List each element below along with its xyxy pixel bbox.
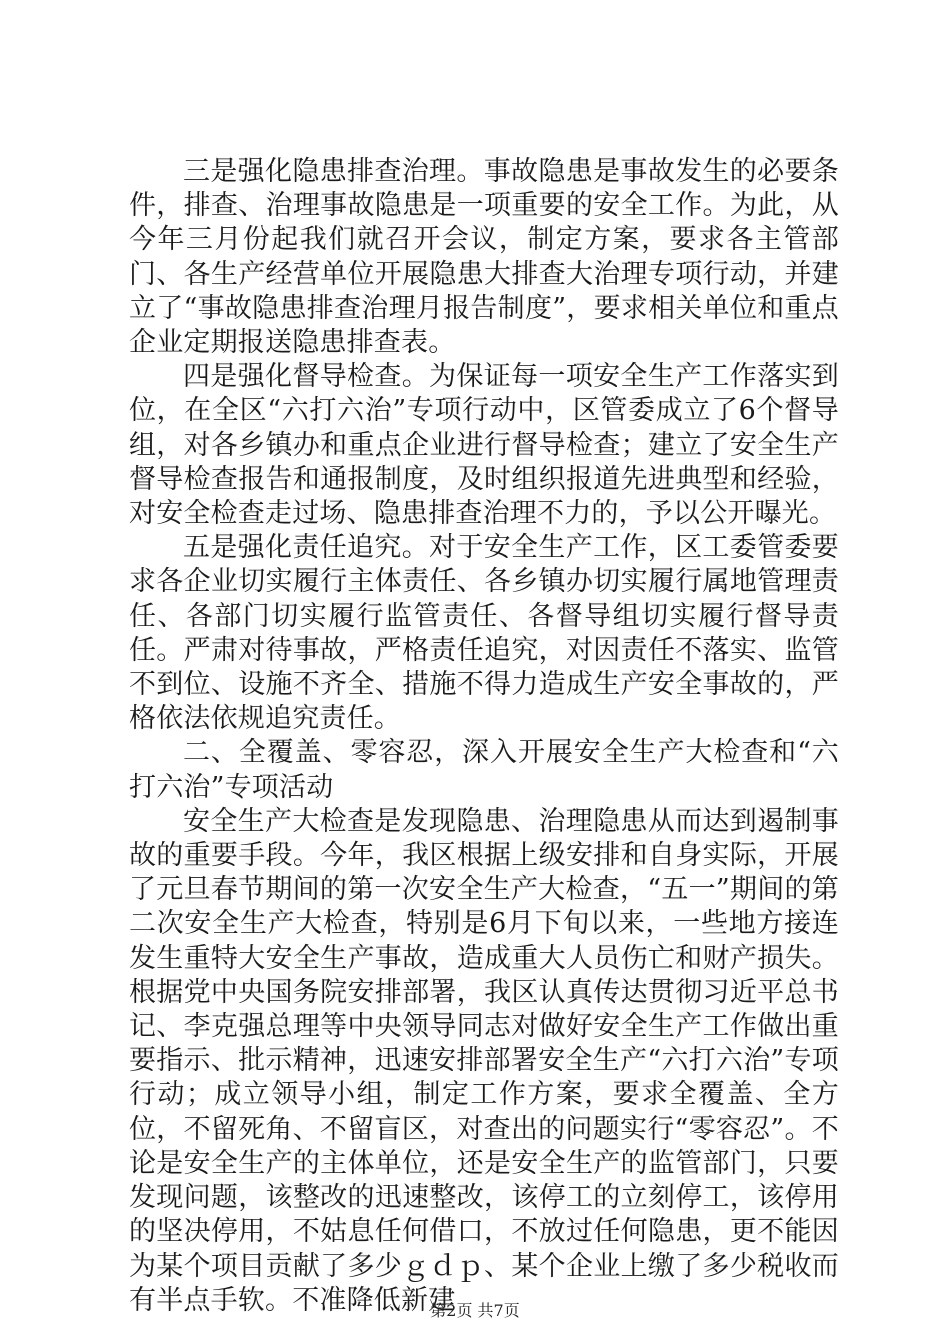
- page-footer: [0, 1301, 950, 1321]
- paragraph-accountability: 五是强化责任追究。对于安全生产工作，区工委管委要求各企业切实履行主体责任、各乡镇办切实履行属地管理责任、各部门切实履行监管责任、各督导组切实履行督导责任。严肃对待事故，严格责任追究，对因责任不落实、监管不到位、设施不齐全、措施不得力造成生产安全事故的，严格依法依规追究责任。: [129, 532, 839, 735]
- paragraph-supervision-inspection: 四是强化督导检查。为保证每一项安全生产工作落实到位，在全区“六打六治”专项行动中，区管委成立了6个督导组，对各乡镇办和重点企业进行督导检查；建立了安全生产督导检查报告和通报制度，及时组织报道先进典型和经验，对安全检查走过场、隐患排查治理不力的，予以公开曝光。: [129, 361, 839, 530]
- paragraph-hazard-investigation: 三是强化隐患排查治理。事故隐患是事故发生的必要条件，排查、治理事故隐患是一项重要的安全工作。为此，从今年三月份起我们就召开会议，制定方案，要求各主管部门、各生产经营单位开展隐患大排查大治理专项行动，并建立了“事故隐患排查治理月报告制度”，要求相关单位和重点企业定期报送隐患排查表。: [129, 156, 839, 359]
- section-heading-safety-inspection: 二、全覆盖、零容忍，深入开展安全生产大检查和“六打六治”专项活动: [129, 737, 839, 803]
- paragraph-safety-inspection: 安全生产大检查是发现隐患、治理隐患从而达到遏制事故的重要手段。今年，我区根据上级安排和自身实际，开展了元旦春节期间的第一次安全生产大检查，“五一”期间的第二次安全生产大检查，特别是6月下旬以来，一些地方接连发生重特大安全生产事故，造成重大人员伤亡和财产损失。根据党中央国务院安排部署，我区认真传达贯彻习近平总书记、李克强总理等中央领导同志对做好安全生产工作做出重要指示、批示精神，迅速安排部署安全生产“六打六治”专项行动；成立领导小组，制定工作方案，要求全覆盖、全方位，不留死角、不留盲区，对查出的问题实行“零容忍”。不论是安全生产的主体单位，还是安全生产的监管部门，只要发现问题，该整改的迅速整改，该停工的立刻停工，该停用的坚决停用，不姑息任何借口，不放过任何隐患，更不能因为某个项目贡献了多少ｇｄｐ、某个企业上缴了多少税收而有半点手软。不准降低新建: [129, 805, 839, 1316]
- document-body: [129, 155, 839, 1318]
- page-number-label: 第2页 共7页: [430, 1301, 520, 1320]
